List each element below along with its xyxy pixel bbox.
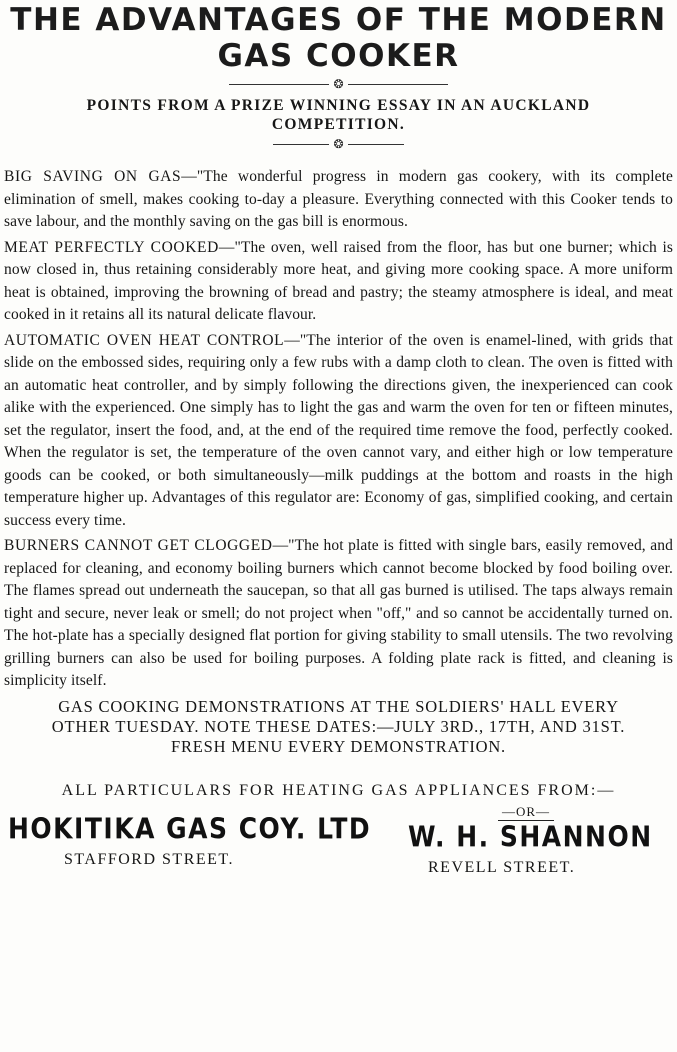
paragraph-lead: BIG SAVING ON GAS bbox=[4, 168, 182, 185]
paragraph-text: —"The wonderful progress in modern gas cookery, with its complete elimination of smell, makes cooking to-day a pleasure. Everything connected with this Cooker tends to save labour, and the monthly saving on the gas bill is enormous. bbox=[4, 168, 673, 230]
essay-paragraph-meat-cooked bbox=[4, 237, 673, 327]
ornament-rule-right bbox=[348, 84, 448, 85]
ornament-star-icon: ❂ bbox=[333, 137, 344, 151]
demonstration-notice bbox=[4, 697, 673, 757]
supplier-name: HOKITIKA GAS COY. LTD bbox=[8, 811, 372, 845]
ornament-star-icon: ❂ bbox=[333, 77, 344, 91]
notice-line-3: FRESH MENU EVERY DEMONSTRATION. bbox=[171, 736, 506, 756]
notice-line-1: GAS COOKING DEMONSTRATIONS AT THE SOLDIERS' HALL EVERY bbox=[58, 696, 619, 716]
paragraph-lead: MEAT PERFECTLY COOKED bbox=[4, 238, 219, 256]
supplier-shannon bbox=[408, 820, 653, 877]
supplier-street: STAFFORD STREET. bbox=[64, 850, 234, 868]
notice-line-2: OTHER TUESDAY. NOTE THESE DATES:—JULY 3RD., 17TH, AND 31ST. bbox=[51, 716, 626, 736]
ornament-divider-top bbox=[4, 76, 673, 92]
essay-paragraph-burners bbox=[4, 535, 673, 693]
supplier-name: W. H. SHANNON bbox=[408, 819, 653, 853]
ornament-rule-left bbox=[273, 144, 329, 145]
paragraph-text: —"The oven, well raised from the floor, has but one burner; which is now closed in, thus retaining considerably more heat, and giving more cooking space. A more uniform heat is obtained, improving the browning of bread and pastry; the steamy atmosphere is ideal, and meat cooked in it retains all its natural delicate flavour. bbox=[4, 238, 673, 323]
ornament-rule-right bbox=[348, 144, 404, 145]
essay-body bbox=[4, 166, 673, 693]
headline-line-2: GAS COOKER bbox=[217, 38, 460, 74]
particulars-line: ALL PARTICULARS FOR HEATING GAS APPLIANCES FROM:— bbox=[61, 781, 616, 799]
subheading-line-2: COMPETITION. bbox=[271, 116, 406, 133]
or-divider: —OR— bbox=[498, 804, 554, 821]
supplier-street: REVELL STREET. bbox=[428, 858, 576, 876]
ornament-rule-left bbox=[229, 84, 329, 85]
paragraph-lead: BURNERS CANNOT GET CLOGGED bbox=[4, 537, 273, 554]
paragraph-text: —"The hot plate is fitted with single bars, easily removed, and replaced for cleaning, and economy boiling burners which cannot become blocked by food boiling over. The flames spread out underneath the saucepan, so that all gas burned is utilised. The taps always remain tight and secure, never leak or smell; do not project when "off," and so cannot be accidentally turned on. The hot-plate has a specially designed flat portion for giving stability to small utensils. The two revolving grilling burners can also be used for boiling purposes. A folding plate rack is fitted, and cleaning is simplicity itself. bbox=[4, 537, 673, 689]
ornament-divider-bottom bbox=[4, 136, 673, 152]
subheading-line-1: POINTS FROM A PRIZE WINNING ESSAY IN AN AUCKLAND bbox=[86, 97, 591, 114]
headline bbox=[4, 0, 673, 74]
paragraph-lead: AUTOMATIC OVEN HEAT CONTROL bbox=[4, 331, 285, 349]
essay-paragraph-oven-control bbox=[4, 330, 673, 533]
paragraph-text: —"The interior of the oven is enamel-lined, with grids that slide on the embossed sides, requiring only a few rubs with a damp cloth to clean. The oven is fitted with an automatic heat controller, and by simply following the directions given, the inexperienced can cook alike with the experienced. One simply has to light the gas and warm the oven for ten or fifteen minutes, set the regulator, insert the food, and, at the end of the required time remove the food, perfectly cooked. When the regulator is set, the temperature of the oven cannot vary, and either high or low temperature goods can be cooked, or both simultaneously—milk puddings at the bottom and roasts in the high temperature higher up. Advantages of this regulator are: Economy of gas, simplified cooking, and certain success every time. bbox=[4, 331, 674, 529]
suppliers bbox=[4, 803, 673, 912]
headline-line-1: THE ADVANTAGES OF THE MODERN bbox=[10, 2, 667, 38]
supplier-hokitika-gas bbox=[8, 812, 371, 869]
subheading bbox=[4, 96, 673, 134]
essay-paragraph-big-saving bbox=[4, 166, 673, 234]
